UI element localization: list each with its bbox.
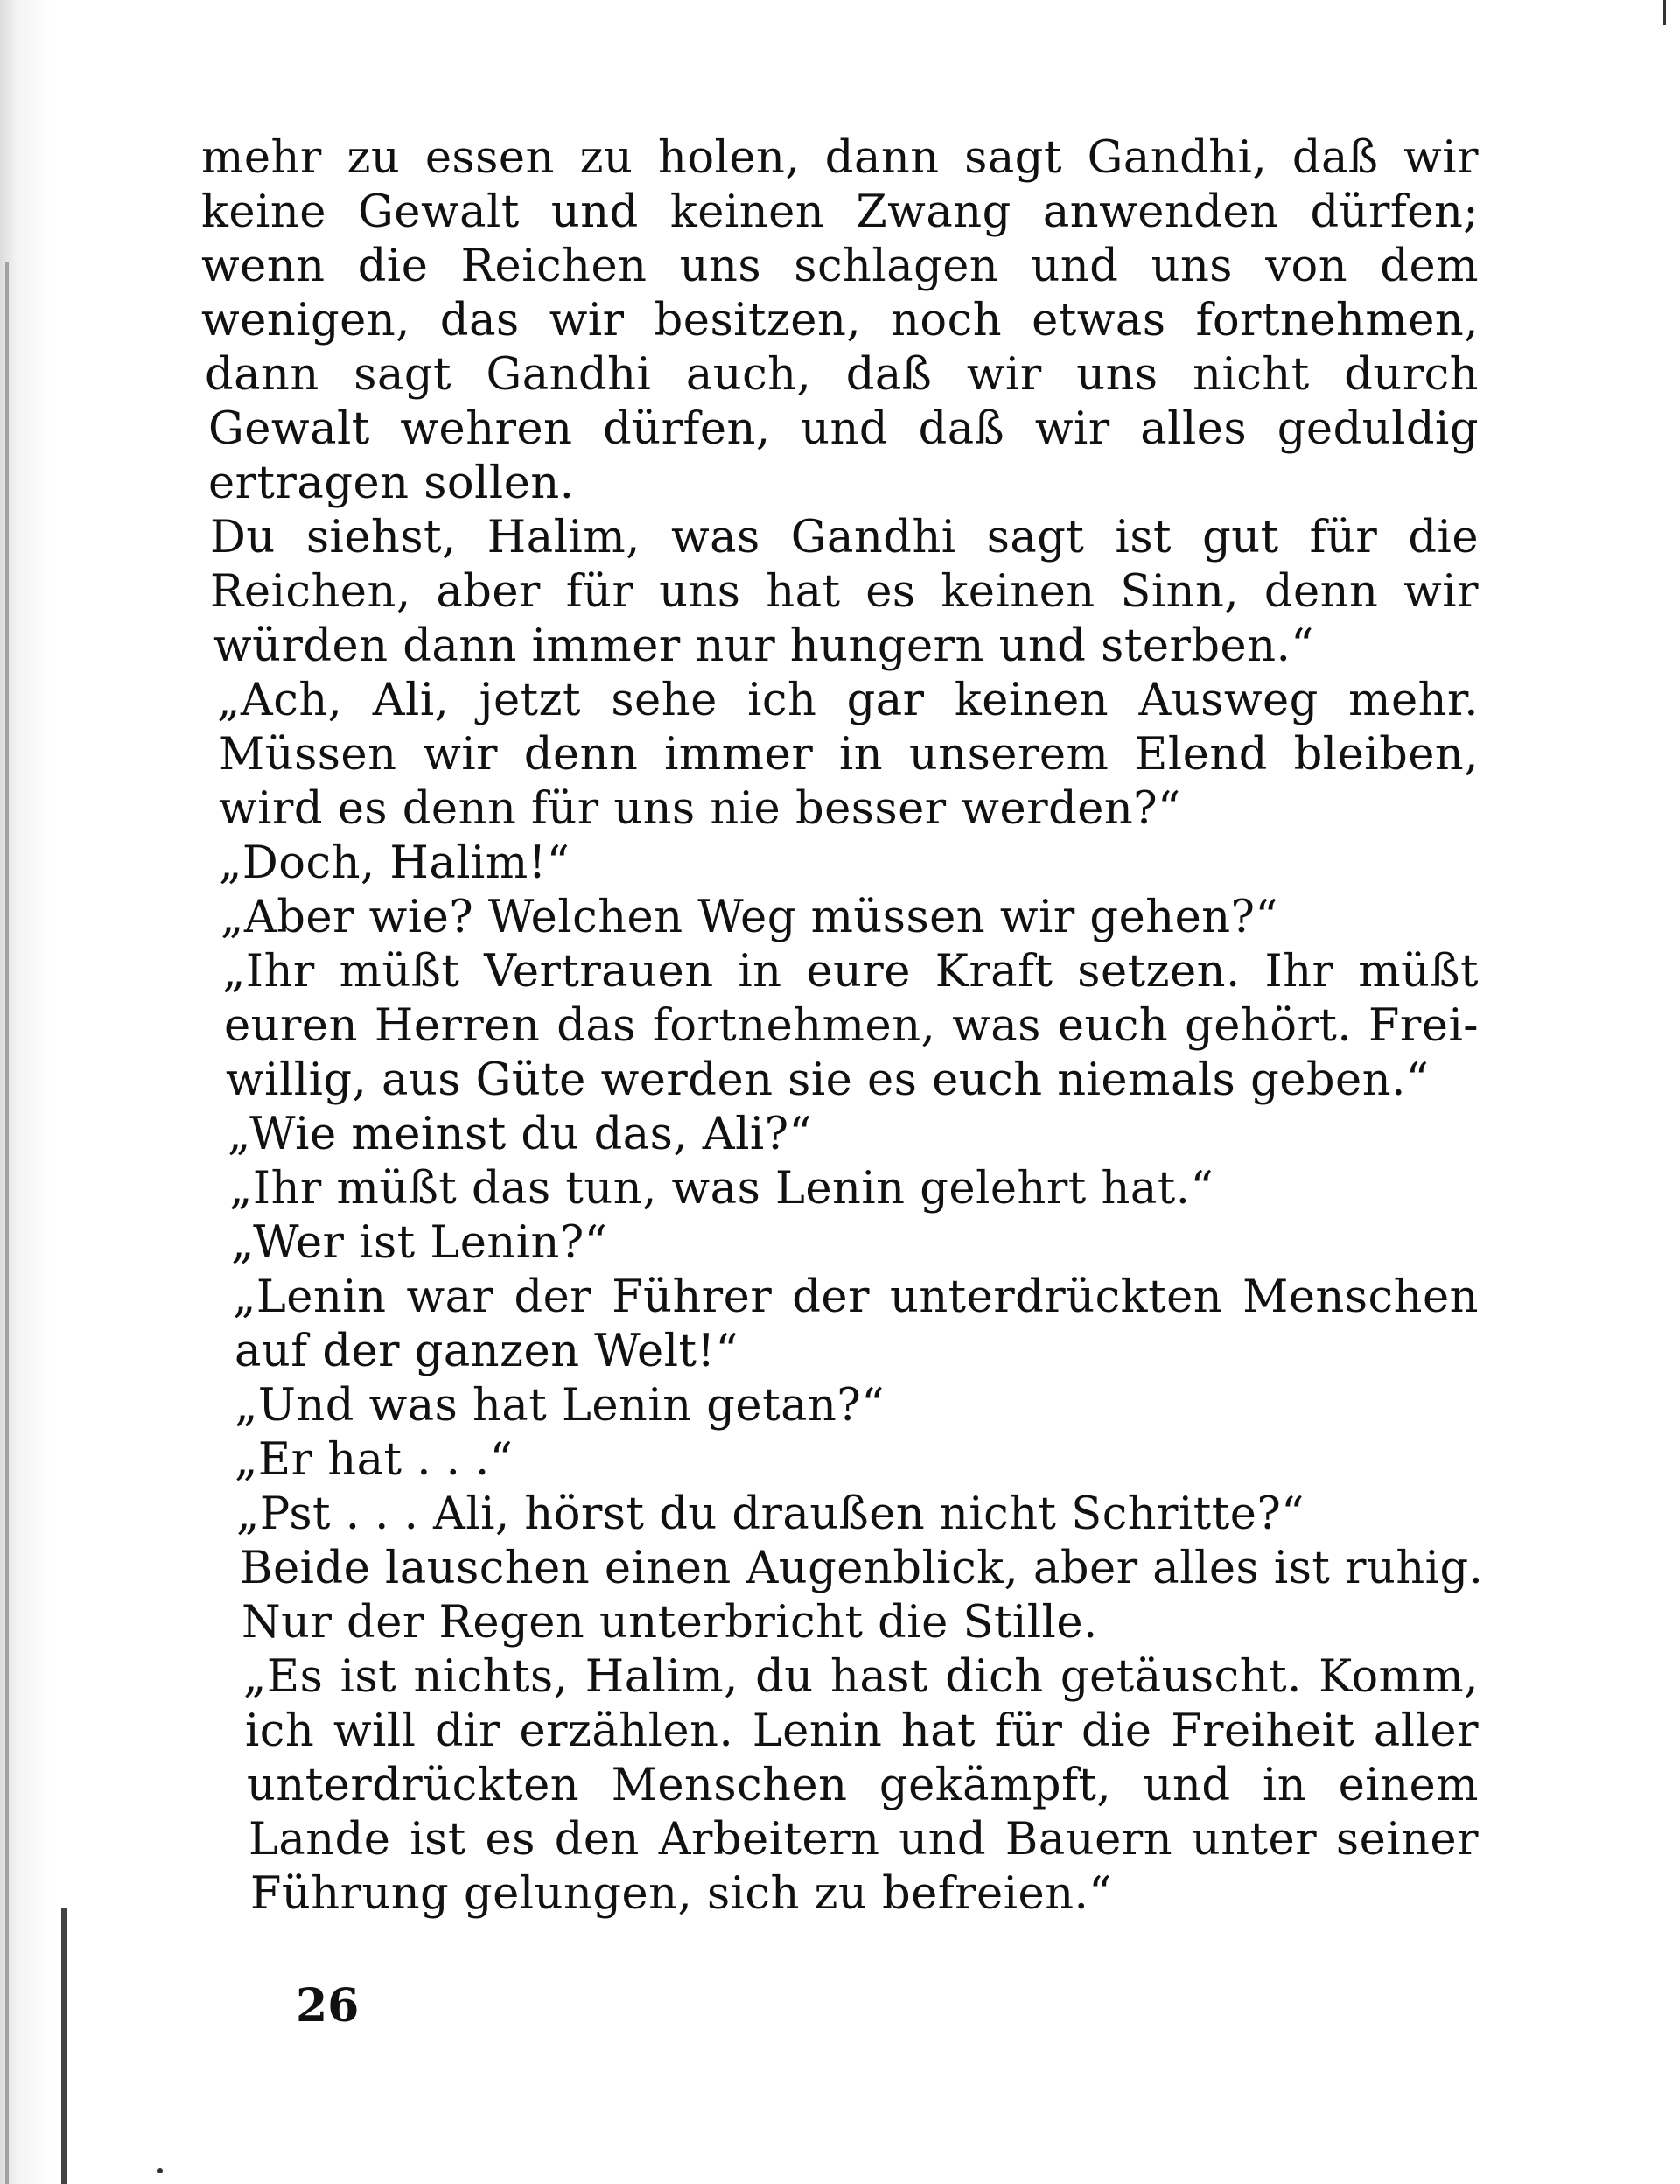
text-line: „Ihr müßt das tun, was Lenin gelehrt hat.“ <box>229 1163 1214 1214</box>
text-line: willig, aus Güte werden sie es euch niemals geben.“ <box>226 1054 1430 1106</box>
page-number: 26 <box>296 1979 360 2033</box>
binding-shadow-line <box>5 262 9 2184</box>
text-line: „Pst . . . Ali, hörst du draußen nicht Schritte?“ <box>236 1488 1305 1540</box>
text-line: „Ach, Ali, jetzt sehe ich gar keinen Ausweg mehr. <box>217 675 1479 726</box>
text-line: unterdrückten Menschen gekämpft, und in einem <box>247 1760 1479 1811</box>
text-line: Du siehst, Halim, was Gandhi sagt ist gut für die <box>210 512 1479 564</box>
text-line: wird es denn für uns nie besser werden?“ <box>219 783 1181 835</box>
text-line: „Ihr müßt Vertrauen in eure Kraft setzen. Ihr müßt <box>222 946 1479 998</box>
text-line: „Wie meinst du das, Ali?“ <box>228 1109 813 1160</box>
text-line: euren Herren das fortnehmen, was euch gehört. Frei- <box>224 1000 1479 1052</box>
text-line: „Aber wie? Welchen Weg müssen wir gehen?“ <box>220 892 1279 943</box>
text-line: Führung gelungen, sich zu befreien.“ <box>250 1868 1112 1920</box>
text-line: ertragen sollen. <box>208 458 575 509</box>
text-line: würden dann immer nur hungern und sterben.“ <box>214 620 1314 672</box>
text-line: „Lenin war der Führer der unterdrückten Menschen <box>233 1271 1479 1323</box>
text-line: „Es ist nichts, Halim, du hast dich getäuscht. Komm, <box>243 1651 1479 1703</box>
binding-shadow-line <box>61 1908 67 2184</box>
text-line: ich will dir erzählen. Lenin hat für die Freiheit aller <box>245 1705 1479 1757</box>
text-line: wenn die Reichen uns schlagen und uns von dem <box>201 241 1479 292</box>
text-line: auf der ganzen Welt!“ <box>234 1326 739 1377</box>
text-line: „Wer ist Lenin?“ <box>231 1217 608 1269</box>
text-line: dann sagt Gandhi auch, daß wir uns nicht durch <box>205 349 1479 401</box>
scan-mark <box>1663 0 1666 24</box>
scan-speck <box>158 2168 163 2174</box>
text-line: wenigen, das wir besitzen, noch etwas fortnehmen, <box>201 295 1479 346</box>
text-line: Nur der Regen unterbricht die Stille. <box>242 1597 1098 1648</box>
text-line: „Doch, Halim!“ <box>219 837 570 889</box>
text-line: keine Gewalt und keinen Zwang anwenden dürfen; <box>201 186 1479 238</box>
text-line: „Und was hat Lenin getan?“ <box>234 1380 885 1432</box>
text-line: „Er hat . . .“ <box>234 1434 514 1486</box>
text-line: mehr zu essen zu holen, dann sagt Gandhi, daß wir <box>201 132 1479 184</box>
text-line: Lande ist es den Arbeitern und Bauern unter seiner <box>248 1814 1479 1866</box>
text-line: Müssen wir denn immer in unserem Elend bleiben, <box>219 729 1479 780</box>
text-line: Beide lauschen einen Augenblick, aber alles ist ruhig. <box>240 1543 1484 1594</box>
body-text <box>201 131 1484 1922</box>
text-line: Reichen, aber für uns hat es keinen Sinn, denn wir <box>210 566 1479 618</box>
text-line: Gewalt wehren dürfen, und daß wir alles geduldig <box>208 403 1479 455</box>
